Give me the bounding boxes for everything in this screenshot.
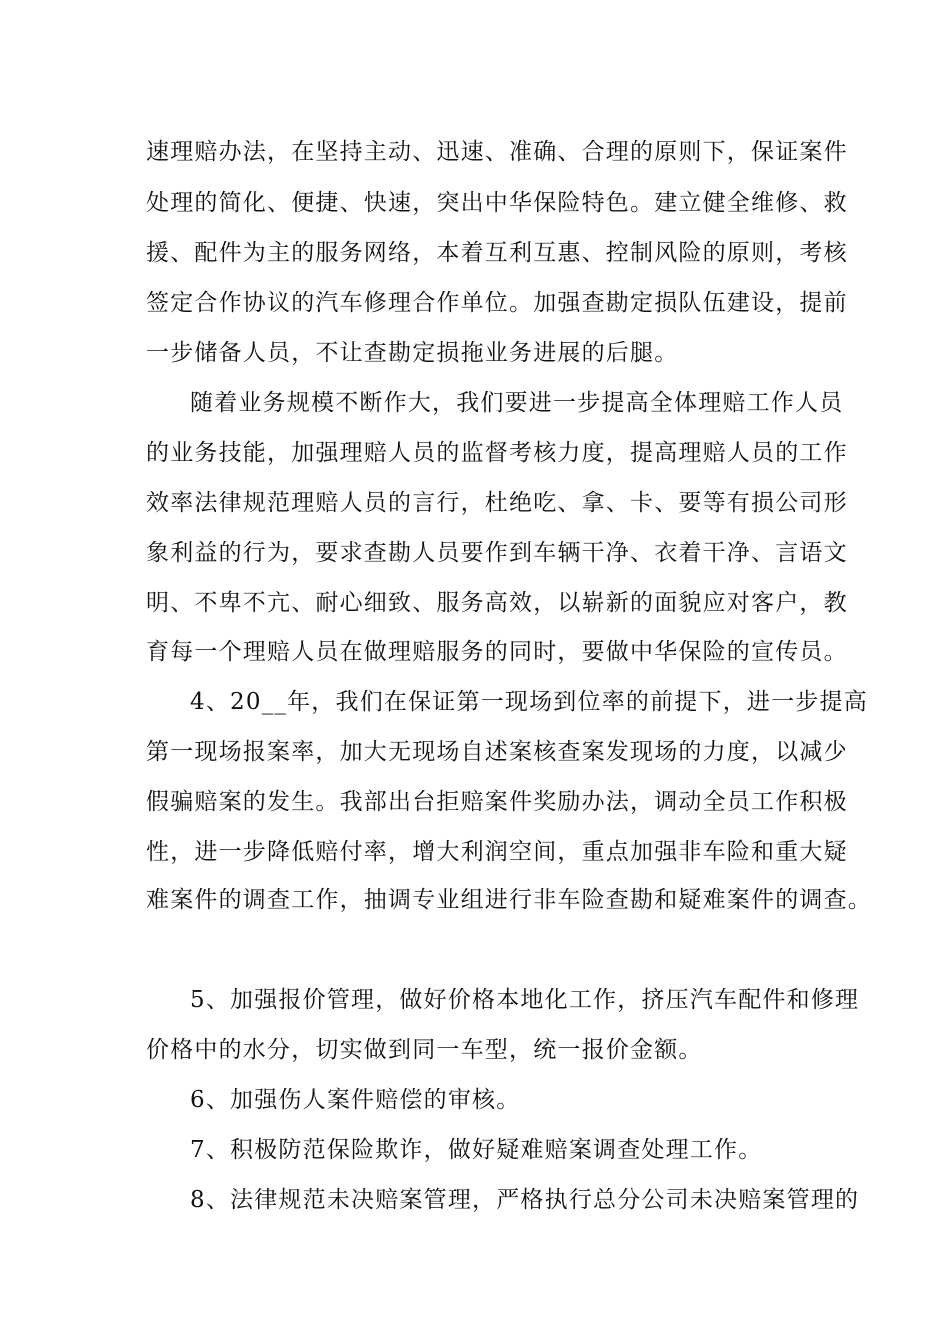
text-line: 育每一个理赔人员在做理赔服务的同时，要做中华保险的宣传员。 bbox=[146, 639, 848, 665]
text-line: 难案件的调查工作，抽调专业组进行非车险查勘和疑难案件的调查。 bbox=[146, 887, 872, 913]
text-line: 效率法律规范理赔人员的言行，杜绝吃、拿、卡、要等有损公司形 bbox=[146, 490, 848, 516]
text-line: 象利益的行为，要求查勘人员要作到车辆干净、衣着干净、言语文 bbox=[146, 540, 848, 566]
text-line: 一步储备人员，不让查勘定损拖业务进展的后腿。 bbox=[146, 340, 679, 366]
text-line: 假骗赔案的发生。我部出台拒赔案件奖励办法，调动全员工作积极 bbox=[146, 789, 848, 815]
text-line: 的业务技能，加强理赔人员的监督考核力度，提高理赔人员的工作 bbox=[146, 440, 848, 466]
paragraph-first-line: 8、法律规范未决赔案管理，严格执行总分公司未决赔案管理的 bbox=[190, 1187, 860, 1213]
text-line: 签定合作协议的汽车修理合作单位。加强查勘定损队伍建设，提前 bbox=[146, 290, 848, 316]
paragraph-first-line: 7、积极防范保险欺诈，做好疑难赔案调查处理工作。 bbox=[190, 1137, 763, 1163]
text-line: 第一现场报案率，加大无现场自述案核查案发现场的力度，以减少 bbox=[146, 739, 848, 765]
text-line: 速理赔办法，在坚持主动、迅速、准确、合理的原则下，保证案件 bbox=[146, 139, 848, 165]
paragraph-first-line: 6、加强伤人案件赔偿的审核。 bbox=[190, 1087, 521, 1113]
text-line: 处理的简化、便捷、快速，突出中华保险特色。建立健全维修、救 bbox=[146, 190, 848, 216]
paragraph-first-line: 4、20__年，我们在保证第一现场到位率的前提下，进一步提高 bbox=[190, 689, 868, 715]
text-line: 援、配件为主的服务网络，本着互利互惠、控制风险的原则，考核 bbox=[146, 240, 848, 266]
text-line: 价格中的水分，切实做到同一车型，统一报价金额。 bbox=[146, 1037, 703, 1063]
paragraph-first-line: 随着业务规模不断作大，我们要进一步提高全体理赔工作人员 bbox=[190, 390, 844, 416]
text-line: 明、不卑不亢、耐心细致、服务高效，以崭新的面貌应对客户，教 bbox=[146, 590, 848, 616]
paragraph-first-line: 5、加强报价管理，做好价格本地化工作，挤压汽车配件和修理 bbox=[190, 987, 860, 1013]
text-line: 性，进一步降低赔付率，增大利润空间，重点加强非车险和重大疑 bbox=[146, 839, 848, 865]
